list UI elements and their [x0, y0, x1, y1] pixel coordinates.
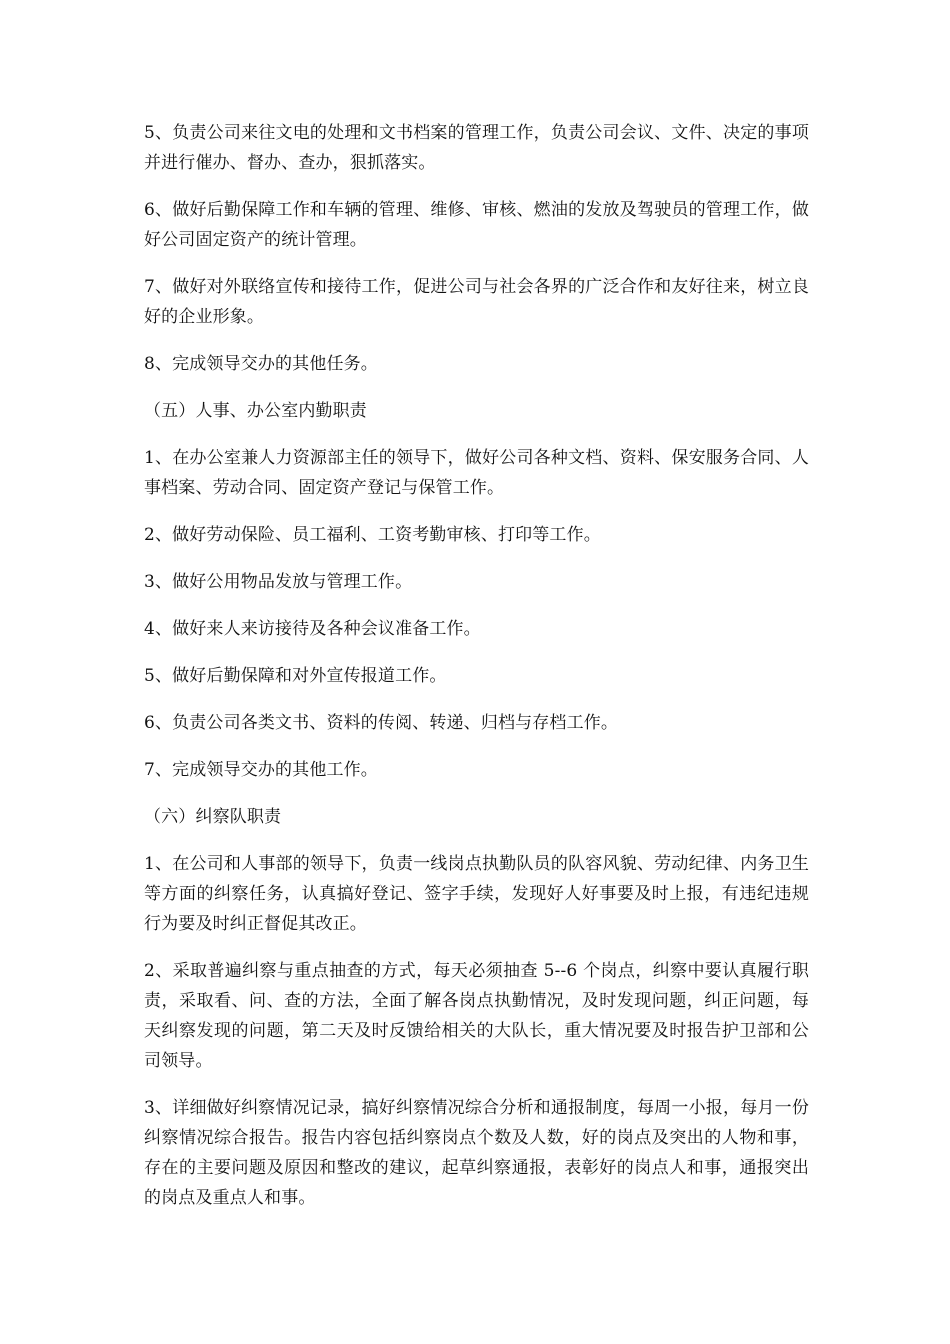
- paragraph-item-7-personnel: 7、完成领导交办的其他工作。: [144, 760, 378, 780]
- paragraph-item-8-office: 8、完成领导交办的其他任务。: [144, 354, 378, 374]
- paragraph-item-5-personnel: 5、做好后勤保障和对外宣传报道工作。: [144, 666, 447, 686]
- paragraph-item-1-personnel: 1、在办公室兼人力资源部主任的领导下，做好公司各种文档、资料、保安服务合同、人事档案、劳动合同、固定资产登记与保管工作。: [144, 448, 809, 498]
- paragraph-item-3-patrol: 3、详细做好纠察情况记录，搞好纠察情况综合分析和通报制度，每周一小报，每月一份纠察情况综合报告。报告内容包括纠察岗点个数及人数，好的岗点及突出的人物和事，存在的主要问题及原因和整改的建议，起草纠察通报，表彰好的岗点人和事，通报突出的岗点及重点人和事。: [144, 1098, 809, 1208]
- paragraph-item-6-personnel: 6、负责公司各类文书、资料的传阅、转递、归档与存档工作。: [144, 713, 619, 733]
- paragraph-item-7-office: 7、做好对外联络宣传和接待工作，促进公司与社会各界的广泛合作和友好往来，树立良好的企业形象。: [144, 277, 809, 327]
- section-heading-personnel: （五）人事、办公室内勤职责: [144, 401, 367, 421]
- paragraph-item-5-office: 5、负责公司来往文电的处理和文书档案的管理工作，负责公司会议、文件、决定的事项并进行催办、督办、查办，狠抓落实。: [144, 123, 809, 173]
- paragraph-item-3-personnel: 3、做好公用物品发放与管理工作。: [144, 572, 413, 592]
- paragraph-item-2-personnel: 2、做好劳动保险、员工福利、工资考勤审核、打印等工作。: [144, 525, 601, 545]
- paragraph-item-6-office: 6、做好后勤保障工作和车辆的管理、维修、审核、燃油的发放及驾驶员的管理工作，做好公司固定资产的统计管理。: [144, 200, 809, 250]
- document-body: [144, 118, 809, 1230]
- paragraph-item-2-patrol: 2、采取普遍纠察与重点抽查的方式，每天必须抽查 5--6 个岗点，纠察中要认真履行职责，采取看、问、查的方法，全面了解各岗点执勤情况，及时发现问题，纠正问题，每天纠察发现的问题，第二天及时反馈给相关的大队长，重大情况要及时报告护卫部和公司领导。: [144, 961, 809, 1071]
- section-heading-patrol: （六）纠察队职责: [144, 807, 282, 827]
- paragraph-item-1-patrol: 1、在公司和人事部的领导下，负责一线岗点执勤队员的队容风貌、劳动纪律、内务卫生等方面的纠察任务，认真搞好登记、签字手续，发现好人好事要及时上报，有违纪违规行为要及时纠正督促其改正。: [144, 854, 809, 934]
- paragraph-item-4-personnel: 4、做好来人来访接待及各种会议准备工作。: [144, 619, 481, 639]
